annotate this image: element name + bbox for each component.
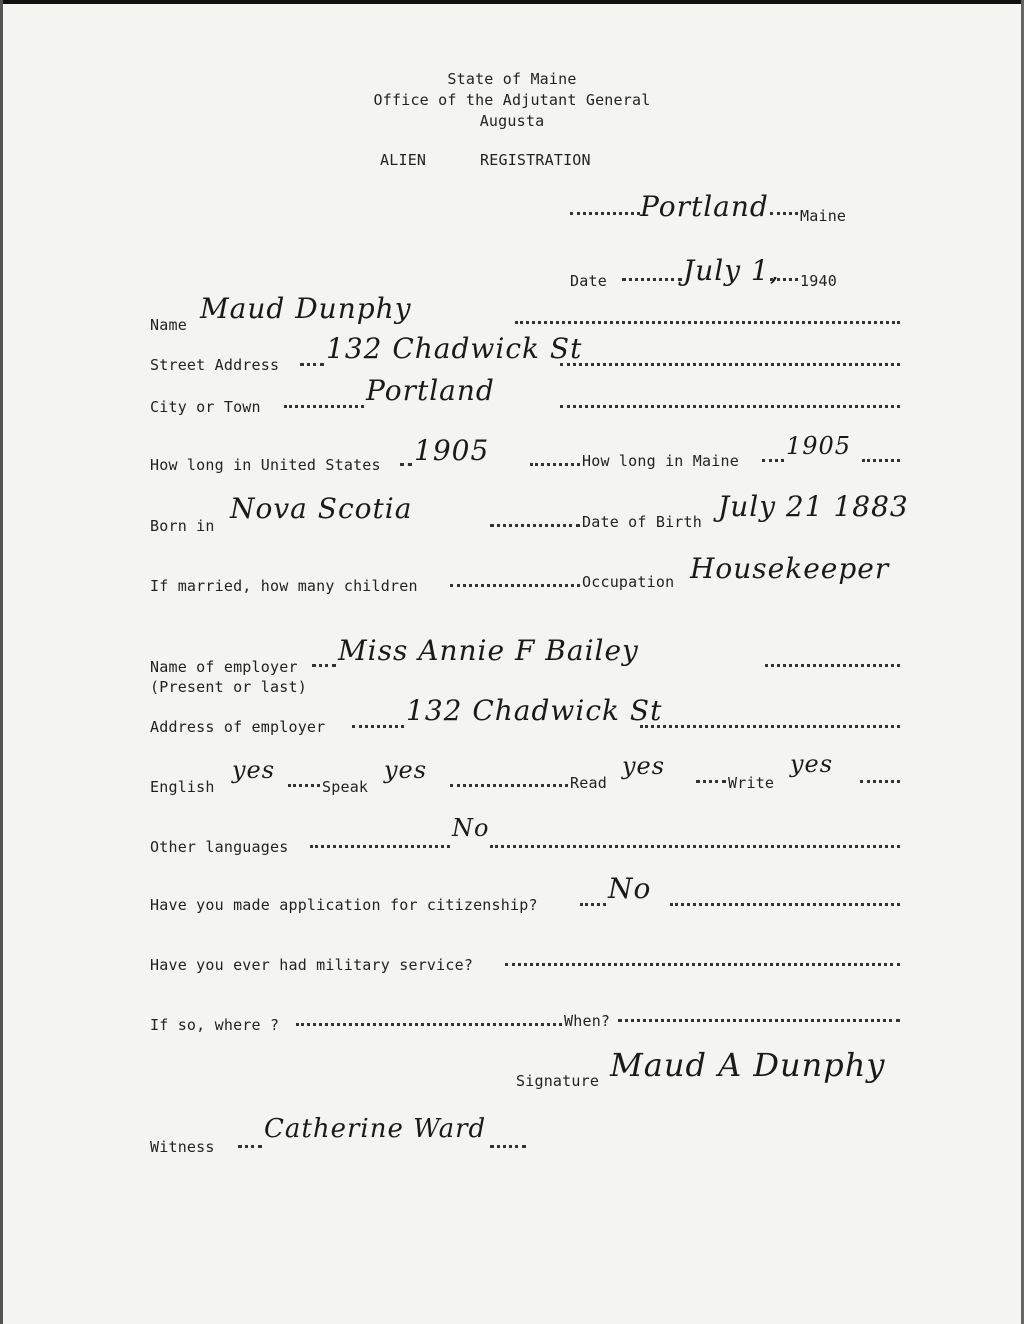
scan-edge-top	[0, 0, 1024, 4]
date-label: Date	[570, 272, 607, 290]
children-label: If married, how many children	[150, 577, 418, 595]
english-value: yes	[232, 756, 276, 784]
where-dots	[296, 1023, 562, 1026]
us-years-value: 1905	[414, 434, 490, 467]
employer-address-dots	[640, 725, 900, 728]
occupation-value: Housekeeper	[690, 552, 890, 585]
employer-sublabel: (Present or last)	[150, 678, 307, 696]
street-dots-lead	[300, 363, 324, 366]
dob-value: July 21 1883	[718, 490, 909, 523]
citizenship-dots-lead	[580, 903, 606, 906]
title-alien: ALIEN	[380, 151, 427, 169]
read-dots	[696, 780, 726, 783]
employer-address-label: Address of employer	[150, 718, 326, 736]
maine-years-dots	[862, 459, 900, 462]
header-city: Augusta	[479, 112, 545, 130]
name-value: Maud Dunphy	[200, 292, 412, 325]
when-label: When?	[564, 1012, 611, 1030]
date-dots-tail	[770, 278, 798, 281]
place-dots-lead	[570, 212, 640, 215]
maine-years-dots-lead	[762, 459, 784, 462]
english-dots	[288, 784, 320, 787]
scan-edge-left	[0, 0, 3, 1324]
citizenship-label: Have you made application for citizenship?	[150, 896, 538, 914]
military-dots	[505, 963, 900, 966]
signature-value: Maud A Dunphy	[610, 1046, 886, 1084]
maine-years-value: 1905	[786, 432, 852, 460]
city-value: Portland	[366, 374, 495, 407]
maine-years-label: How long in Maine	[582, 452, 739, 470]
street-value: 132 Chadwick St	[326, 332, 583, 365]
other-languages-dots	[490, 845, 900, 848]
english-label: English	[150, 778, 215, 796]
write-value: yes	[790, 750, 834, 778]
us-years-label: How long in United States	[150, 456, 381, 474]
dob-label: Date of Birth	[582, 513, 702, 531]
born-label: Born in	[150, 517, 215, 535]
when-dots	[618, 1019, 900, 1022]
other-languages-dots-lead	[310, 845, 450, 848]
title-registration: REGISTRATION	[480, 151, 591, 169]
employer-dots-lead	[312, 664, 336, 667]
witness-dots	[490, 1145, 526, 1148]
born-dots	[490, 524, 580, 527]
where-label: If so, where ?	[150, 1016, 280, 1034]
header-office: Office of the Adjutant General	[373, 91, 651, 109]
us-years-dots	[530, 463, 580, 466]
other-languages-value: No	[452, 814, 490, 842]
speak-value: yes	[384, 756, 428, 784]
born-value: Nova Scotia	[230, 492, 413, 525]
place-dots-tail	[770, 212, 798, 215]
street-label: Street Address	[150, 356, 280, 374]
speak-label: Speak	[322, 778, 369, 796]
children-dots	[450, 584, 580, 587]
city-dots-lead	[284, 405, 364, 408]
name-dots	[515, 321, 900, 324]
city-label: City or Town	[150, 398, 261, 416]
citizenship-dots	[670, 903, 900, 906]
witness-label: Witness	[150, 1138, 215, 1156]
employer-dots	[765, 664, 900, 667]
date-dots-lead	[622, 278, 682, 281]
other-languages-label: Other languages	[150, 838, 289, 856]
place-state-label: Maine	[800, 207, 847, 225]
signature-label: Signature	[516, 1072, 600, 1090]
witness-dots-lead	[238, 1145, 262, 1148]
place-value: Portland	[640, 190, 769, 223]
write-dots	[860, 780, 900, 783]
witness-value: Catherine Ward	[264, 1114, 487, 1144]
us-years-dots-lead	[400, 463, 412, 466]
employer-address-value: 132 Chadwick St	[406, 694, 663, 727]
occupation-label: Occupation	[582, 573, 675, 591]
header-state: State of Maine	[447, 70, 577, 88]
date-year: 1940	[800, 272, 837, 290]
speak-dots	[450, 784, 568, 787]
military-label: Have you ever had military service?	[150, 956, 474, 974]
street-dots	[560, 363, 900, 366]
read-value: yes	[622, 752, 666, 780]
date-value: July 1,	[683, 254, 780, 287]
write-label: Write	[728, 774, 775, 792]
employer-address-dots-lead	[352, 725, 404, 728]
name-label: Name	[150, 316, 187, 334]
employer-label: Name of employer	[150, 658, 298, 676]
read-label: Read	[570, 774, 607, 792]
city-dots	[560, 405, 900, 408]
citizenship-value: No	[608, 872, 652, 905]
employer-value: Miss Annie F Bailey	[338, 634, 639, 667]
